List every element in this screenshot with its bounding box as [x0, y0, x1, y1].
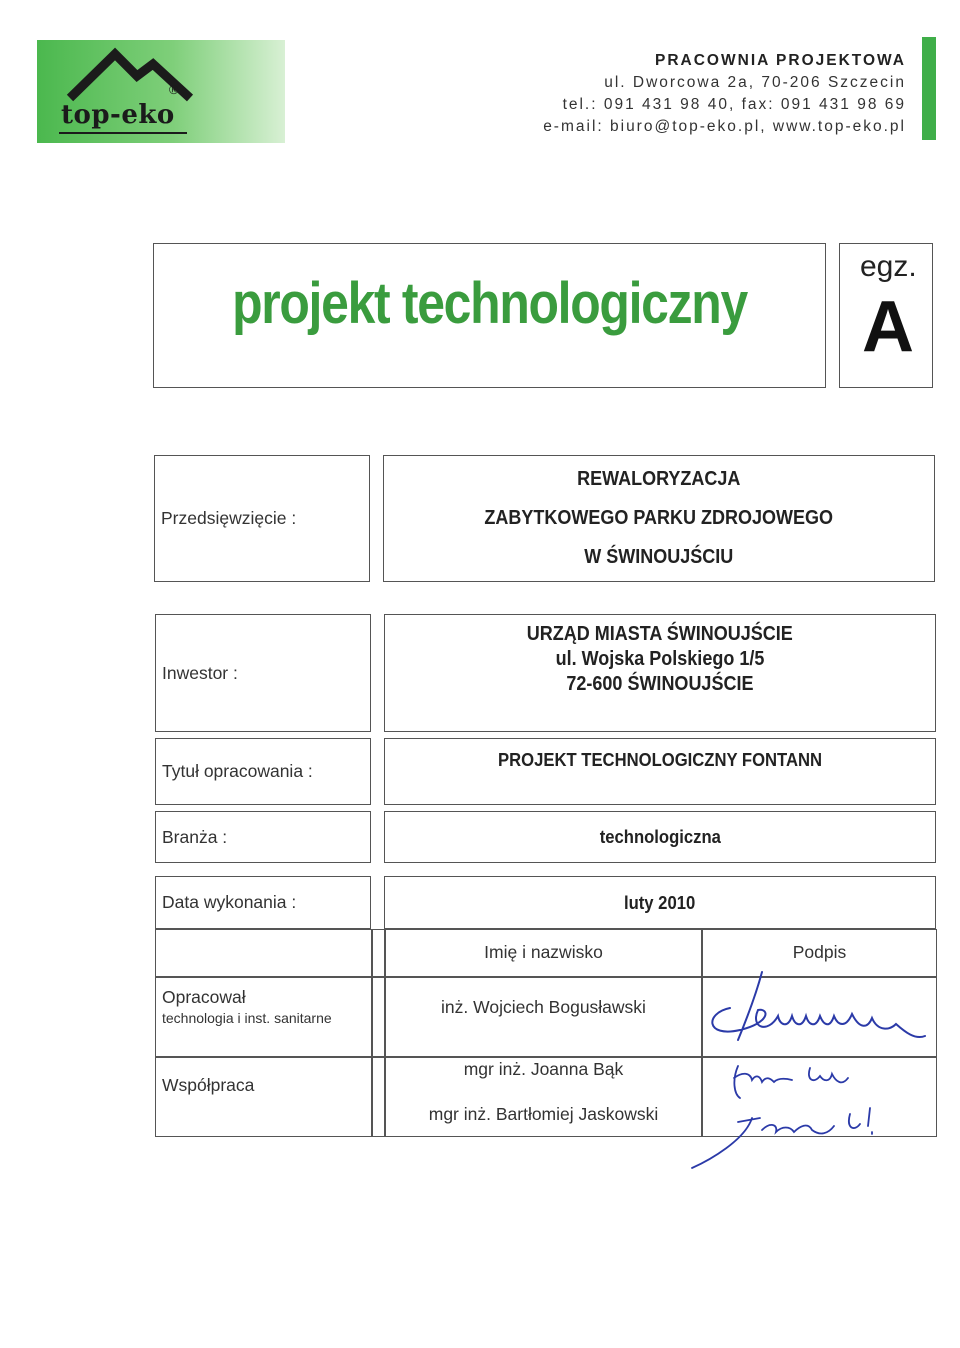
header-accent-bar [922, 37, 936, 140]
signature-jaskowski [690, 1100, 890, 1170]
investor-label-cell [155, 614, 371, 732]
document-title: projekt technologiczny [232, 271, 747, 336]
discipline-value-cell [384, 811, 936, 863]
firm-phone: tel.: 091 431 98 40, fax: 091 431 98 69 [562, 96, 906, 113]
investor-line-3: 72-600 ŚWINOUJŚCIE [566, 673, 754, 695]
project-line-2: ZABYTKOWEGO PARKU ZDROJOWEGO [484, 507, 834, 529]
date-label-cell [155, 876, 371, 929]
copy-label: egz. [860, 250, 917, 283]
firm-name: PRACOWNIA PROJEKTOWA [655, 52, 906, 69]
prepared-by-label: Opracował [162, 987, 246, 1007]
mountain-logo-icon [65, 46, 205, 102]
discipline-label-cell [155, 811, 371, 863]
investor-line-1: URZĄD MIASTA ŚWINOUJŚCIE [526, 623, 794, 645]
work-title-label: Tytuł opracowania : [162, 761, 313, 781]
table-divider [155, 1056, 937, 1058]
investor-label: Inwestor : [162, 662, 238, 683]
signature-column-header: Podpis [792, 942, 847, 962]
signature-bak [730, 1060, 860, 1100]
date-value-cell [384, 876, 936, 929]
prepared-by-discipline: technologia i inst. sanitarne [162, 1010, 332, 1026]
project-label-cell [154, 455, 370, 582]
signature-bogusławski [700, 968, 930, 1048]
investor-line-2: ul. Wojska Polskiego 1/5 [555, 648, 765, 670]
firm-contact: e-mail: biuro@top-eko.pl, www.top-eko.pl [543, 118, 906, 135]
firm-address: ul. Dworcowa 2a, 70-206 Szczecin [604, 74, 906, 91]
copy-box [839, 243, 933, 388]
discipline-label: Branża : [162, 826, 228, 847]
date-value: luty 2010 [624, 891, 696, 913]
table-divider [371, 929, 373, 1137]
prepared-by-name: inż. Wojciech Bogusławski [441, 997, 646, 1017]
discipline-value: technologiczna [599, 826, 721, 847]
investor-value-cell [384, 614, 936, 732]
company-logo [37, 40, 285, 143]
work-title-label-cell [155, 738, 371, 805]
name-column-header: Imię i nazwisko [484, 942, 603, 962]
project-label: Przedsięwzięcie : [161, 508, 297, 528]
document-title-box [153, 243, 826, 388]
registered-mark: ® [169, 82, 179, 97]
copy-value: A [862, 287, 914, 367]
project-line-1: REWALORYZACJA [577, 468, 741, 490]
logo-text: top-eko [61, 100, 175, 130]
cooperation-label: Współpraca [162, 1075, 255, 1095]
work-title-value-cell [384, 738, 936, 805]
project-value-cell [383, 455, 935, 582]
work-title-value: PROJEKT TECHNOLOGICZNY FONTANN [497, 749, 823, 770]
cooperation-name-2: mgr inż. Bartłomiej Jaskowski [428, 1104, 659, 1124]
logo-underline [59, 132, 187, 134]
date-label: Data wykonania : [162, 892, 297, 912]
project-line-3: W ŚWINOUJŚCIU [584, 546, 734, 568]
cooperation-name-1: mgr inż. Joanna Bąk [463, 1059, 624, 1079]
